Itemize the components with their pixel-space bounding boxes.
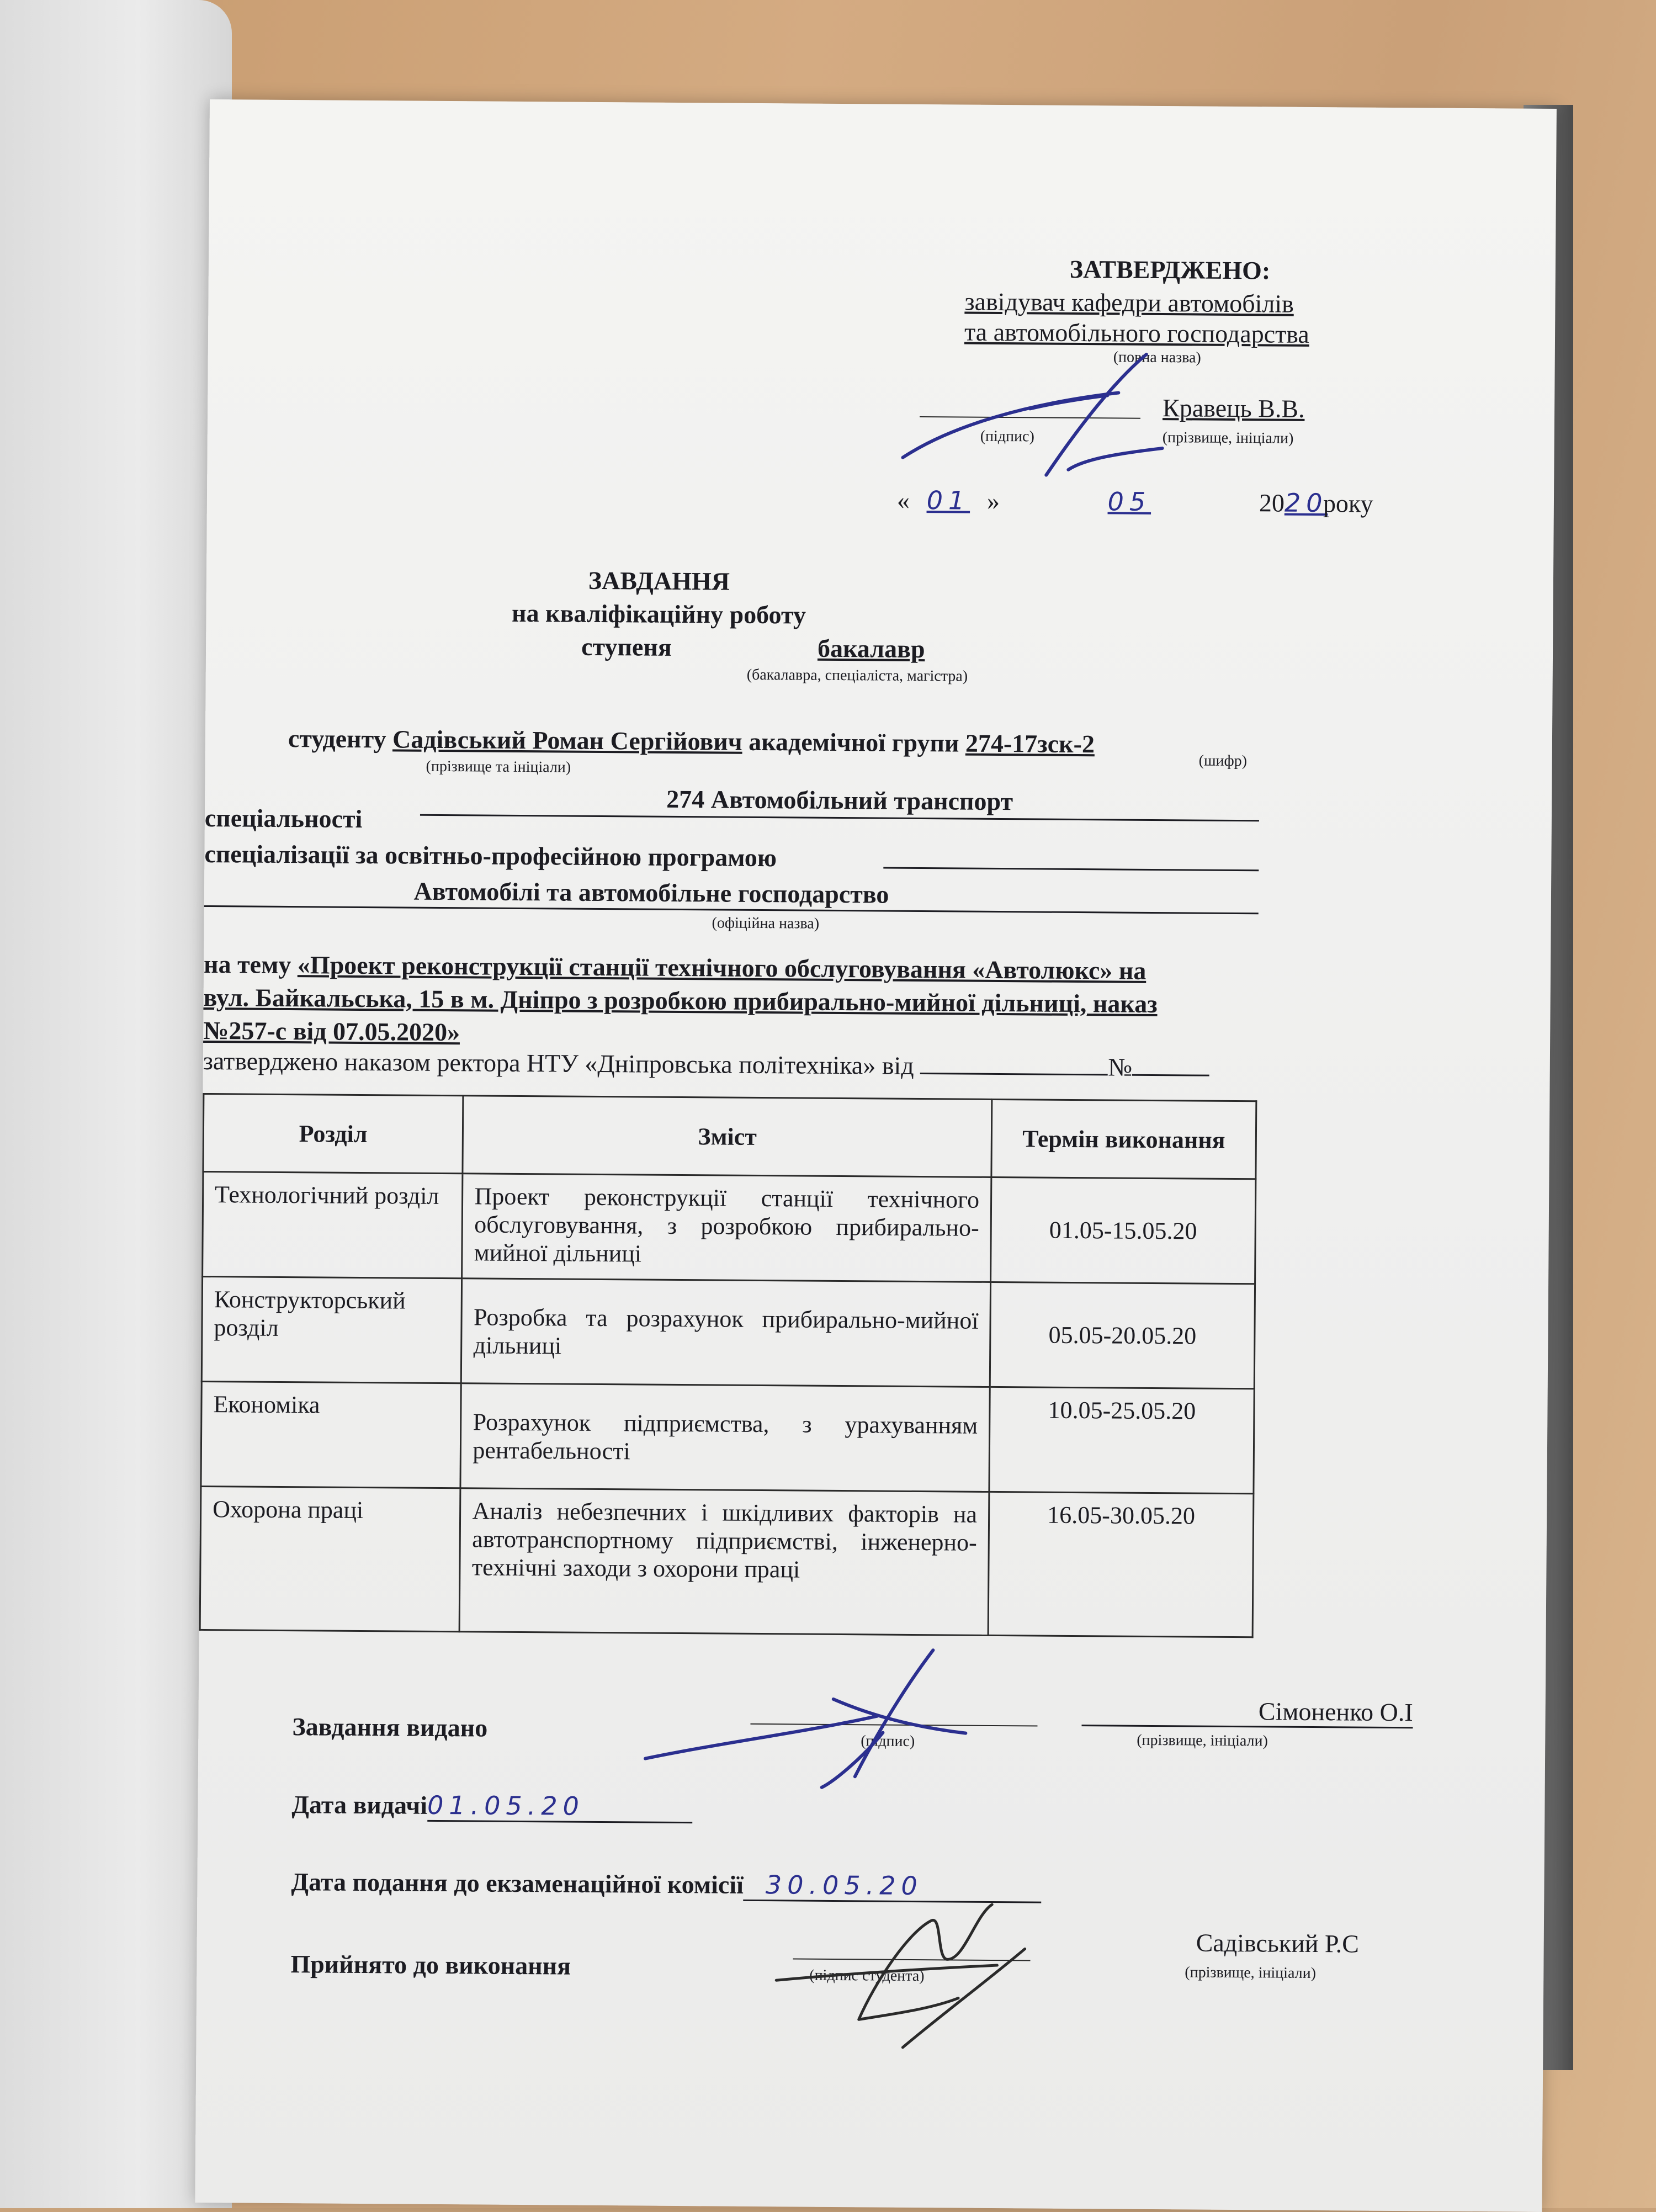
accepted-name: Садівський Р.С xyxy=(1196,1928,1360,1958)
topic-line-2: вул. Байкальська, 15 в м. Дніпро з розробкою прибирально-мийної дільниці, наказ xyxy=(203,983,1158,1019)
row-term: 10.05-25.05.20 xyxy=(989,1387,1254,1493)
row-content: Розрахунок підприємства, з урахуванням рентабельності xyxy=(460,1383,990,1492)
accepted-signature xyxy=(765,1881,1075,2065)
topic-approved-line: затверджено наказом ректора НТУ «Дніпровська політехніка» від № xyxy=(203,1046,1210,1083)
approval-name-caption: (прізвище, ініціали) xyxy=(1162,429,1294,447)
specialization-caption: (офіційна назва) xyxy=(712,914,820,932)
issued-name-caption: (прізвище, ініціали) xyxy=(1137,1731,1268,1750)
student-name-caption: (прізвище та ініціали) xyxy=(426,757,571,776)
row-section: Конструкторський розділ xyxy=(201,1276,462,1383)
topic-line-3: №257-с від 07.05.2020» xyxy=(203,1016,460,1047)
student-line: студенту Садівський Роман Сергійович академічної групи 274-17зск-2 xyxy=(288,724,1095,758)
approval-signature-caption: (підпис) xyxy=(980,427,1034,445)
issued-label: Завдання видано xyxy=(292,1712,488,1742)
document-page xyxy=(195,99,1557,2212)
degree-line: ступеня бакалавр xyxy=(581,632,925,664)
accepted-label: Прийнято до виконання xyxy=(290,1950,571,1980)
issued-signature xyxy=(623,1631,1011,1800)
topic-line-1: на тему «Проект реконструкції станції технічного обслуговування «Автолюкс» на xyxy=(203,949,1147,985)
row-term: 01.05-15.05.20 xyxy=(991,1177,1256,1283)
specialty-value: 274 Автомобільний транспорт xyxy=(666,784,1013,816)
submission-line: Дата подання до екзаменаційної комісії 30.05.20 xyxy=(291,1866,1042,1903)
header-term: Термін виконання xyxy=(991,1099,1256,1179)
accepted-signature-caption: (підпис студента) xyxy=(809,1966,925,1985)
row-term: 05.05-20.05.20 xyxy=(990,1282,1255,1388)
row-section: Технологічний розділ xyxy=(203,1171,463,1278)
student-group-caption: (шифр) xyxy=(1198,752,1248,770)
approval-position-caption: (повна назва) xyxy=(1113,348,1201,367)
specialization-value: Автомобілі та автомобільне господарство xyxy=(413,877,889,909)
specialization-label: спеціалізації за освітньо-професійною програмою xyxy=(204,839,777,872)
approval-position-line1: завідувач кафедри автомобілів xyxy=(964,287,1294,318)
row-section: Економіка xyxy=(201,1381,461,1488)
degree-caption: (бакалавра, спеціаліста, магістра) xyxy=(746,666,968,685)
specialty-label: спеціальності xyxy=(204,803,363,833)
specialization-underline-1 xyxy=(883,867,1259,872)
approval-date: « 01 » 05 2020року xyxy=(896,485,1373,518)
table-row xyxy=(201,1381,1254,1493)
row-term: 16.05-30.05.20 xyxy=(988,1492,1254,1637)
approval-heading: ЗАТВЕРДЖЕНО: xyxy=(1069,254,1271,285)
issued-name: Сімоненко О.І xyxy=(1081,1695,1413,1728)
table-row xyxy=(201,1276,1255,1388)
approval-name: Кравець В.В. xyxy=(1162,394,1305,423)
document-subtitle: на кваліфікаційну роботу xyxy=(511,598,806,629)
row-section: Охорона праці xyxy=(200,1486,460,1631)
table-row xyxy=(200,1486,1254,1637)
document-title: ЗАВДАННЯ xyxy=(588,566,730,596)
header-section: Розділ xyxy=(203,1094,463,1173)
header-content: Зміст xyxy=(463,1096,991,1177)
approval-position-line2: та автомобільного господарства xyxy=(964,317,1309,348)
accepted-name-caption: (прізвище, ініціали) xyxy=(1185,1964,1317,1982)
issue-date-line: Дата видачі01.05.20 xyxy=(291,1789,692,1823)
row-content: Розробка та розрахунок прибирально-мийної дільниці xyxy=(461,1279,991,1387)
row-content: Аналіз небезпечних і шкідливих факторів на автотранспортному підприємстві, інженерно-технічні заходи з охорони праці xyxy=(460,1488,989,1636)
approval-signature xyxy=(886,342,1196,487)
issued-signature-caption: (підпис) xyxy=(861,1732,915,1750)
tasks-table xyxy=(199,1093,1257,1638)
table-header-row xyxy=(203,1094,1256,1179)
row-content: Проект реконструкції станції технічного обслуговування, з розробкою прибирально-мийної дільниці xyxy=(462,1174,991,1282)
table-row xyxy=(203,1171,1256,1283)
